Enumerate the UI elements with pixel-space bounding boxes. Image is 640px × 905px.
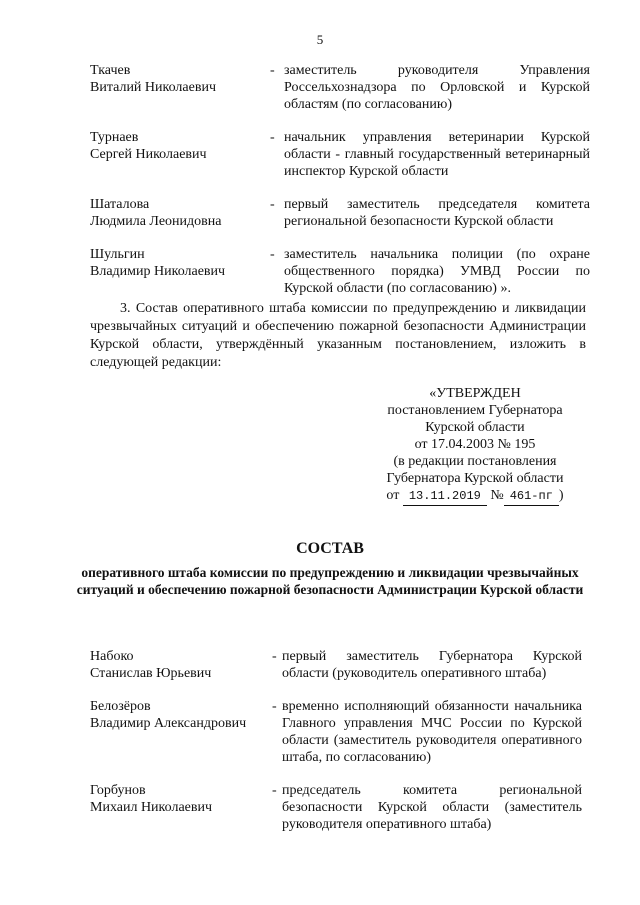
member-surname: Ткачев (90, 63, 131, 78)
dash: - (272, 699, 277, 714)
page-number: 5 (316, 32, 324, 47)
list-item (90, 196, 590, 230)
paragraph-3: 3. Состав оперативного штаба комиссии по предупреждению и ликвидации чрезвычайных ситуаций и обеспечению пожарной безопасности Администрации Курской области, утверждённый указанным постановлением, изложить в следующей редакции: (90, 301, 586, 370)
member-name (90, 129, 270, 180)
dash: - (270, 197, 275, 212)
approval-line: (в редакции постановления (393, 454, 557, 469)
approval-line: «УТВЕРЖДЕН (429, 386, 521, 401)
member-given-name: Сергей Николаевич (90, 147, 207, 162)
member-given-name: Владимир Александрович (90, 716, 247, 731)
dash: - (270, 247, 275, 262)
section-heading (60, 540, 600, 598)
dash: - (270, 130, 275, 145)
list-item (90, 782, 590, 833)
member-role: первый заместитель Губернатора Курской области (руководитель оперативного штаба) (282, 649, 582, 681)
member-name (90, 196, 270, 230)
member-surname: Набоко (90, 649, 134, 664)
approval-line: постановлением Губернатора (387, 403, 563, 418)
approval-date: 13.11.2019 (403, 488, 487, 506)
member-role: начальник управления ветеринарии Курской области - главный государственный ветеринарный инспектор Курской области (284, 130, 590, 179)
list-item (90, 62, 590, 113)
member-name (90, 698, 272, 766)
member-name (90, 62, 270, 113)
member-role: временно исполняющий обязанности начальника Главного управления МЧС России по Курской области (заместитель руководителя оперативного штаба, по согласованию) (282, 699, 582, 765)
member-surname: Горбунов (90, 783, 146, 798)
member-given-name: Людмила Леонидовна (90, 214, 222, 229)
list-item (90, 698, 590, 766)
list-item (90, 648, 590, 682)
approval-number: 461-пг (504, 488, 559, 506)
member-given-name: Станислав Юрьевич (90, 666, 212, 681)
approval-close: ) (558, 488, 564, 503)
member-name (90, 246, 270, 297)
member-role: первый заместитель председателя комитета региональной безопасности Курской области (284, 197, 590, 229)
member-given-name: Владимир Николаевич (90, 264, 226, 279)
approval-from: от (386, 488, 400, 503)
approval-line: Губернатора Курской области (386, 471, 564, 486)
member-given-name: Михаил Николаевич (90, 800, 213, 815)
member-name (90, 648, 272, 682)
member-surname: Турнаев (90, 130, 139, 145)
dash: - (270, 63, 275, 78)
approval-no: № (490, 488, 504, 503)
member-role: председатель комитета региональной безопасности Курской области (заместитель руководителя оперативного штаба) (282, 783, 582, 832)
heading-subtitle: оперативного штаба комиссии по предупреждению и ликвидации чрезвычайных ситуаций и обеспечению пожарной безопасности Администрации Курской области (76, 565, 584, 597)
dash: - (272, 783, 277, 798)
member-role: заместитель руководителя Управления Россельхознадзора по Орловской и Курской областям (по согласованию) (284, 63, 590, 112)
list-item (90, 246, 590, 297)
approval-date-line (370, 487, 580, 506)
approval-line: от 17.04.2003 № 195 (414, 437, 536, 452)
member-role: заместитель начальника полиции (по охране общественного порядка) УМВД России по Курской области (по согласованию) ». (284, 247, 590, 296)
heading-title: СОСТАВ (296, 540, 364, 557)
member-surname: Шульгин (90, 247, 145, 262)
member-surname: Шаталова (90, 197, 150, 212)
staff-members-list (90, 648, 590, 849)
list-item (90, 129, 590, 180)
dash: - (272, 649, 277, 664)
approval-block (370, 385, 580, 506)
member-name (90, 782, 272, 833)
member-given-name: Виталий Николаевич (90, 80, 216, 95)
approval-line: Курской области (425, 420, 525, 435)
commission-members-list (90, 62, 590, 313)
member-surname: Белозёров (90, 699, 151, 714)
